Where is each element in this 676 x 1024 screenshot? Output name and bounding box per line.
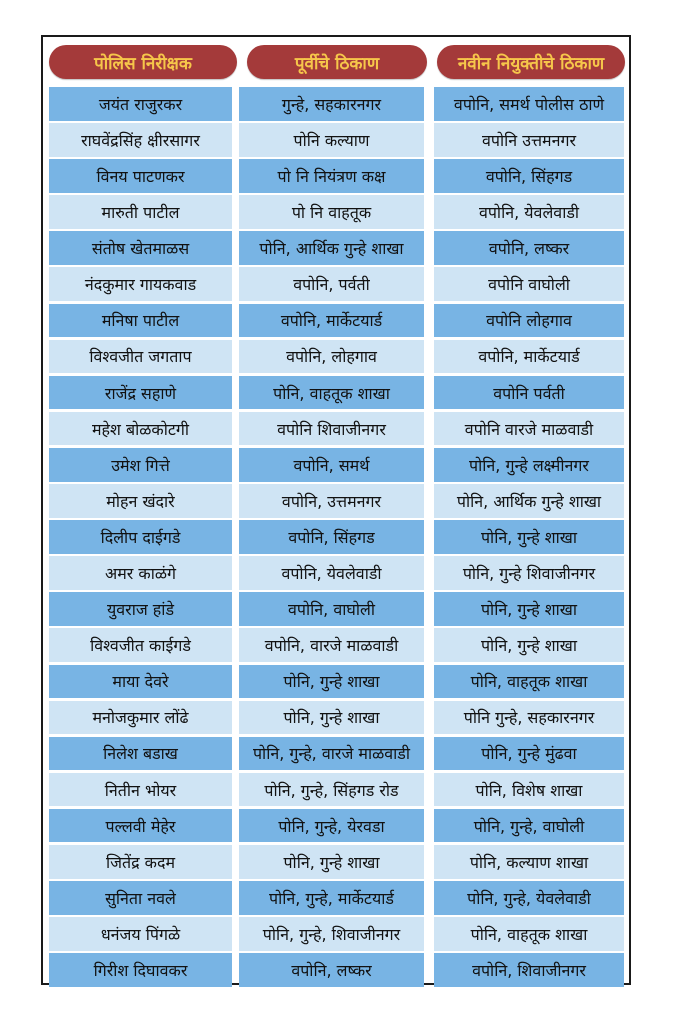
previous-posting-cell: वपोनि शिवाजीनगर	[239, 412, 424, 446]
previous-posting-cell: पोनि, गुन्हे, शिवाजीनगर	[239, 917, 424, 951]
previous-posting-cell: वपोनि, समर्थ	[239, 448, 424, 482]
officer-name-cell: मारुती पाटील	[49, 195, 232, 229]
table-body	[49, 87, 625, 989]
officer-name-cell: सुनिता नवले	[49, 881, 232, 915]
previous-posting-cell: पोनि, गुन्हे, येरवडा	[239, 809, 424, 843]
table-row	[49, 917, 625, 951]
table-row	[49, 304, 625, 338]
table-row	[49, 701, 625, 735]
previous-posting-cell: वपोनि, उत्तमनगर	[239, 484, 424, 518]
table-row	[49, 592, 625, 626]
table-row	[49, 267, 625, 301]
previous-posting-cell: वपोनि, सिंहगड	[239, 520, 424, 554]
table-row	[49, 159, 625, 193]
previous-posting-cell: वपोनि, पर्वती	[239, 267, 424, 301]
previous-posting-cell: पोनि, आर्थिक गुन्हे शाखा	[239, 231, 424, 265]
new-posting-cell: पोनि, गुन्हे शाखा	[434, 520, 624, 554]
table-row	[49, 448, 625, 482]
previous-posting-cell: पोनि, गुन्हे, सिंहगड रोड	[239, 773, 424, 807]
new-posting-cell: वपोनि, मार्केटयार्ड	[434, 340, 624, 374]
new-posting-cell: वपोनि, लष्कर	[434, 231, 624, 265]
officer-name-cell: निलेश बडाख	[49, 737, 232, 771]
officer-name-cell: धनंजय पिंगळे	[49, 917, 232, 951]
officer-name-cell: राघवेंद्रसिंह क्षीरसागर	[49, 123, 232, 157]
table-row	[49, 412, 625, 446]
previous-posting-cell: वपोनि, लष्कर	[239, 953, 424, 987]
officer-name-cell: जयंत राजुरकर	[49, 87, 232, 121]
previous-posting-cell: पोनि, गुन्हे, मार्केटयार्ड	[239, 881, 424, 915]
new-posting-cell: पोनि, गुन्हे मुंढवा	[434, 737, 624, 771]
table-row	[49, 953, 625, 987]
new-posting-cell: वपोनि लोहगाव	[434, 304, 624, 338]
officer-name-cell: उमेश गित्ते	[49, 448, 232, 482]
officer-name-cell: विश्वजीत काईगडे	[49, 628, 232, 662]
previous-posting-cell: पोनि, गुन्हे शाखा	[239, 845, 424, 879]
transfer-table	[41, 35, 631, 985]
header-previous-posting: पूर्वीचे ठिकाण	[247, 45, 427, 79]
officer-name-cell: युवराज हांडे	[49, 592, 232, 626]
officer-name-cell: अमर काळंगे	[49, 556, 232, 590]
table-row	[49, 737, 625, 771]
officer-name-cell: विनय पाटणकर	[49, 159, 232, 193]
previous-posting-cell: पोनि, वाहतूक शाखा	[239, 376, 424, 410]
new-posting-cell: वपोनि वाघोली	[434, 267, 624, 301]
table-row	[49, 556, 625, 590]
officer-name-cell: राजेंद्र सहाणे	[49, 376, 232, 410]
new-posting-cell: पोनि, गुन्हे, वाघोली	[434, 809, 624, 843]
previous-posting-cell: वपोनि, मार्केटयार्ड	[239, 304, 424, 338]
officer-name-cell: संतोष खेतमाळस	[49, 231, 232, 265]
officer-name-cell: दिलीप दाईगडे	[49, 520, 232, 554]
previous-posting-cell: पोनि, गुन्हे शाखा	[239, 701, 424, 735]
new-posting-cell: वपोनि पर्वती	[434, 376, 624, 410]
table-row	[49, 881, 625, 915]
officer-name-cell: माया देवरे	[49, 665, 232, 699]
officer-name-cell: मनोजकुमार लोंढे	[49, 701, 232, 735]
header-new-posting: नवीन नियुक्तीचे ठिकाण	[437, 45, 625, 79]
previous-posting-cell: वपोनि, वाघोली	[239, 592, 424, 626]
new-posting-cell: पोनि, गुन्हे शिवाजीनगर	[434, 556, 624, 590]
previous-posting-cell: गुन्हे, सहकारनगर	[239, 87, 424, 121]
previous-posting-cell: पोनि, गुन्हे, वारजे माळवाडी	[239, 737, 424, 771]
new-posting-cell: पोनि, विशेष शाखा	[434, 773, 624, 807]
previous-posting-cell: पोनि कल्याण	[239, 123, 424, 157]
new-posting-cell: पोनि, कल्याण शाखा	[434, 845, 624, 879]
table-row	[49, 376, 625, 410]
new-posting-cell: पोनि, गुन्हे लक्ष्मीनगर	[434, 448, 624, 482]
officer-name-cell: जितेंद्र कदम	[49, 845, 232, 879]
officer-name-cell: मनिषा पाटील	[49, 304, 232, 338]
table-row	[49, 845, 625, 879]
new-posting-cell: पोनि, वाहतूक शाखा	[434, 917, 624, 951]
previous-posting-cell: वपोनि, लोहगाव	[239, 340, 424, 374]
officer-name-cell: महेश बोळकोटगी	[49, 412, 232, 446]
table-row	[49, 195, 625, 229]
previous-posting-cell: वपोनि, वारजे माळवाडी	[239, 628, 424, 662]
table-row	[49, 773, 625, 807]
table-row	[49, 340, 625, 374]
new-posting-cell: वपोनि, शिवाजीनगर	[434, 953, 624, 987]
table-row	[49, 123, 625, 157]
table-row	[49, 809, 625, 843]
new-posting-cell: पोनि, गुन्हे शाखा	[434, 628, 624, 662]
previous-posting-cell: पो नि वाहतूक	[239, 195, 424, 229]
table-row	[49, 628, 625, 662]
table-row	[49, 520, 625, 554]
new-posting-cell: वपोनि वारजे माळवाडी	[434, 412, 624, 446]
table-row	[49, 665, 625, 699]
new-posting-cell: वपोनि उत्तमनगर	[434, 123, 624, 157]
new-posting-cell: वपोनि, सिंहगड	[434, 159, 624, 193]
new-posting-cell: पोनि, वाहतूक शाखा	[434, 665, 624, 699]
officer-name-cell: विश्वजीत जगताप	[49, 340, 232, 374]
new-posting-cell: वपोनि, येवलेवाडी	[434, 195, 624, 229]
previous-posting-cell: पो नि नियंत्रण कक्ष	[239, 159, 424, 193]
new-posting-cell: पोनि, गुन्हे, येवलेवाडी	[434, 881, 624, 915]
new-posting-cell: पोनि गुन्हे, सहकारनगर	[434, 701, 624, 735]
officer-name-cell: नितीन भोयर	[49, 773, 232, 807]
previous-posting-cell: वपोनि, येवलेवाडी	[239, 556, 424, 590]
new-posting-cell: वपोनि, समर्थ पोलीस ठाणे	[434, 87, 624, 121]
table-row	[49, 231, 625, 265]
officer-name-cell: गिरीश दिघावकर	[49, 953, 232, 987]
new-posting-cell: पोनि, गुन्हे शाखा	[434, 592, 624, 626]
officer-name-cell: मोहन खंदारे	[49, 484, 232, 518]
table-row	[49, 87, 625, 121]
new-posting-cell: पोनि, आर्थिक गुन्हे शाखा	[434, 484, 624, 518]
previous-posting-cell: पोनि, गुन्हे शाखा	[239, 665, 424, 699]
table-row	[49, 484, 625, 518]
table-header	[47, 45, 627, 81]
officer-name-cell: पल्लवी मेहेर	[49, 809, 232, 843]
officer-name-cell: नंदकुमार गायकवाड	[49, 267, 232, 301]
header-officer: पोलिस निरीक्षक	[49, 45, 237, 79]
